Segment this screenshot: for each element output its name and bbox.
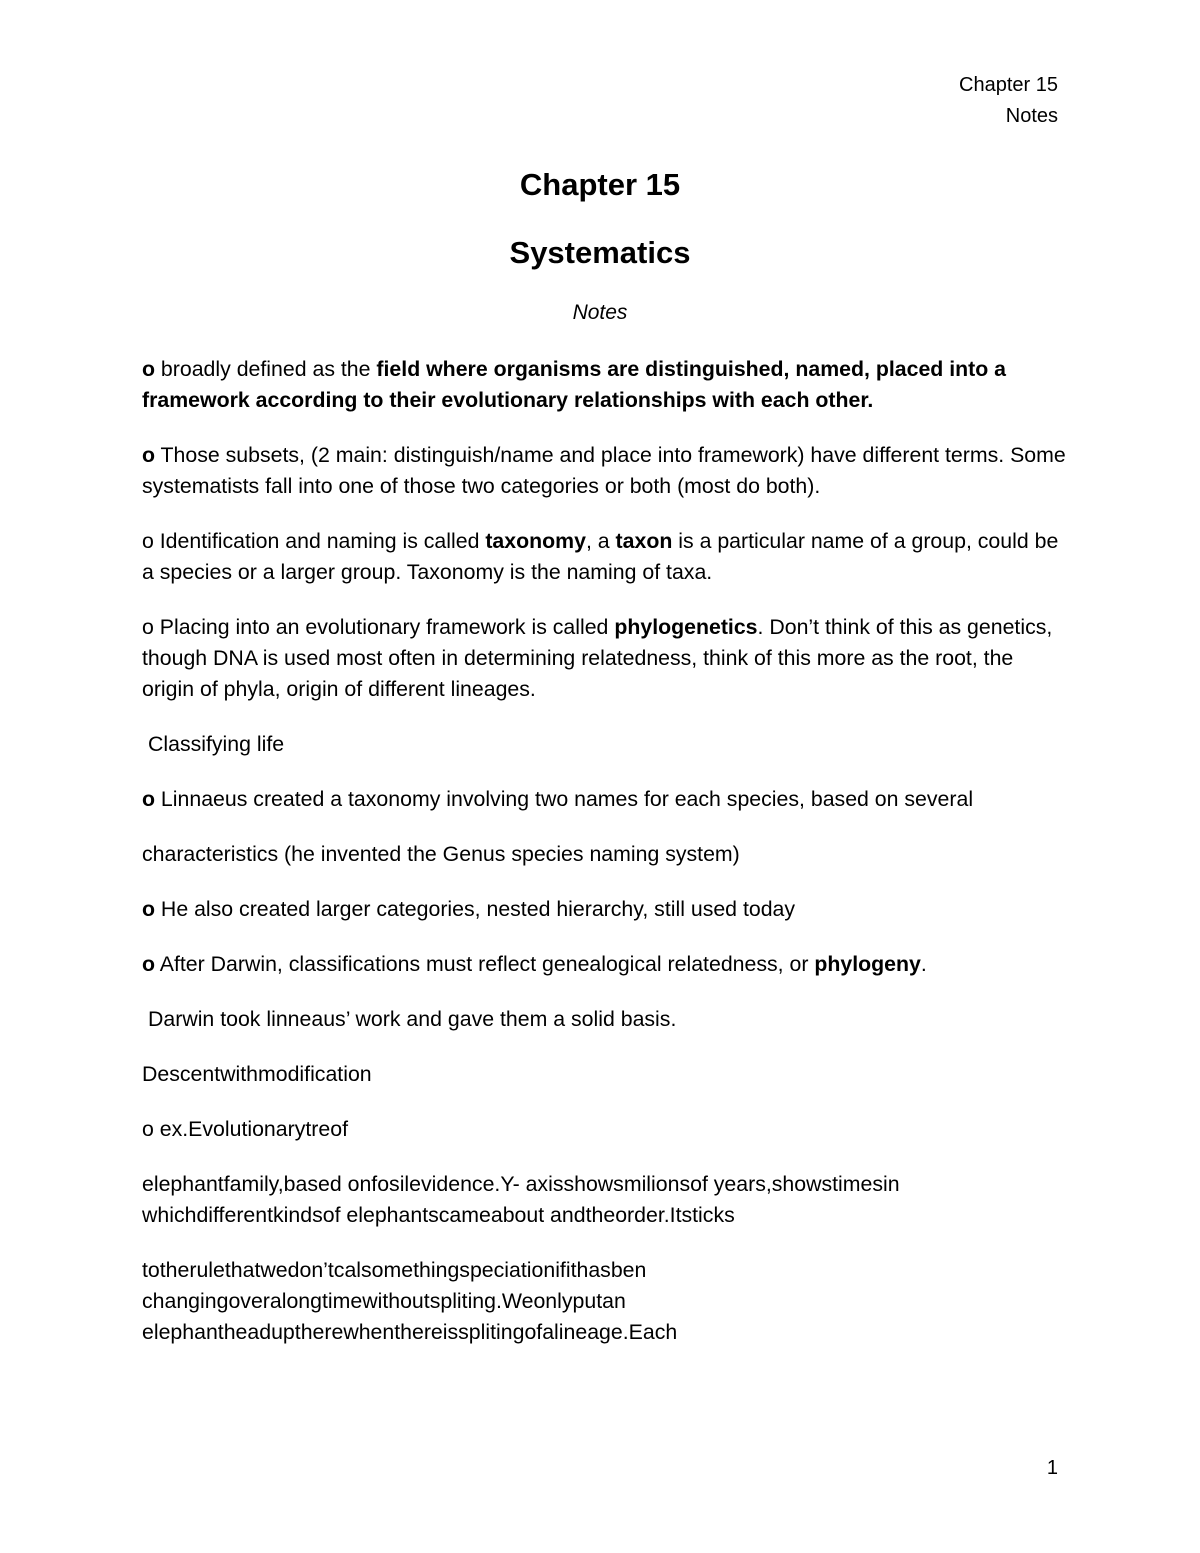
paragraph-bold-text: field where organisms are distinguished, named, placed into a framework according to their evolutionary relationships with each other. xyxy=(142,357,1007,412)
paragraph-hierarchy xyxy=(142,894,1067,925)
paragraph-text: Those subsets, (2 main: distinguish/name and place into framework) have different terms. Some systematists fall into one of those two categories or both (most do both). xyxy=(142,443,1066,498)
paragraph-linnaeus xyxy=(142,784,1067,815)
paragraph-text: , a xyxy=(585,529,616,553)
paragraph-text: is a particular name of a group, could be a species or a larger group. Taxonomy is the naming of taxa. xyxy=(142,529,1059,584)
paragraph-darwin-basis: Darwin took linneaus’ work and gave them a solid basis. xyxy=(148,1007,677,1031)
bullet: o xyxy=(142,787,156,811)
paragraph-subsets xyxy=(142,440,1067,502)
paragraph-text: . Don’t think of this as genetics, though DNA is used most often in determining relatedness, think of this more as the root, the origin of phyla, origin of different lineages. xyxy=(142,615,1053,701)
paragraph-text: broadly defined as the xyxy=(155,357,377,381)
header-notes: Notes xyxy=(1005,105,1058,127)
term-taxonomy: taxonomy xyxy=(485,529,586,553)
paragraph-text: He also created larger categories, nested hierarchy, still used today xyxy=(155,897,796,921)
paragraph-characteristics: characteristics (he invented the Genus species naming system) xyxy=(142,842,740,866)
bullet: o xyxy=(142,897,156,921)
document-title: Chapter 15 xyxy=(519,167,681,202)
page-header xyxy=(959,70,1058,132)
paragraph-example: o ex.Evolutionarytreof xyxy=(142,1117,348,1141)
document-subtitle: Systematics xyxy=(509,235,691,270)
bullet: o xyxy=(142,952,156,976)
paragraph-taxonomy xyxy=(142,526,1067,588)
paragraph-elephant-family: elephantfamily,based onfosilevidence.Y- axisshowsmilionsof years,showstimesin whichdifferentkindsof elephantscameabout andtheorder.Itsticks xyxy=(142,1172,900,1227)
document-body xyxy=(142,354,1067,1372)
term-phylogenetics: phylogenetics xyxy=(614,615,758,639)
notes-label: Notes xyxy=(572,301,628,324)
bullet: o xyxy=(142,443,156,467)
section-heading-classifying-life: Classifying life xyxy=(148,732,285,756)
bullet: o xyxy=(142,357,156,381)
paragraph-text: o Identification and naming is called xyxy=(142,529,486,553)
paragraph-darwin xyxy=(142,949,1067,980)
paragraph-definition xyxy=(142,354,1067,416)
paragraph-text: . xyxy=(920,952,927,976)
paragraph-descent: Descentwithmodification xyxy=(142,1062,372,1086)
paragraph-text: Linnaeus created a taxonomy involving two names for each species, based on several xyxy=(155,787,974,811)
page-number: 1 xyxy=(1046,1457,1058,1479)
term-taxon: taxon xyxy=(615,529,673,553)
paragraph-phylogenetics xyxy=(142,612,1067,705)
paragraph-text: After Darwin, classifications must reflect genealogical relatedness, or xyxy=(155,952,815,976)
term-phylogeny: phylogeny xyxy=(814,952,921,976)
paragraph-speciation-rule: totherulethatwedon’tcalsomethingspeciationifithasben changingoveralongtimewithoutspliting.Weonlyputan elephantheaduptherewhenthereissplitingofalineage.Each xyxy=(142,1258,678,1344)
paragraph-text: o Placing into an evolutionary framework is called xyxy=(142,615,615,639)
header-chapter: Chapter 15 xyxy=(959,74,1058,96)
